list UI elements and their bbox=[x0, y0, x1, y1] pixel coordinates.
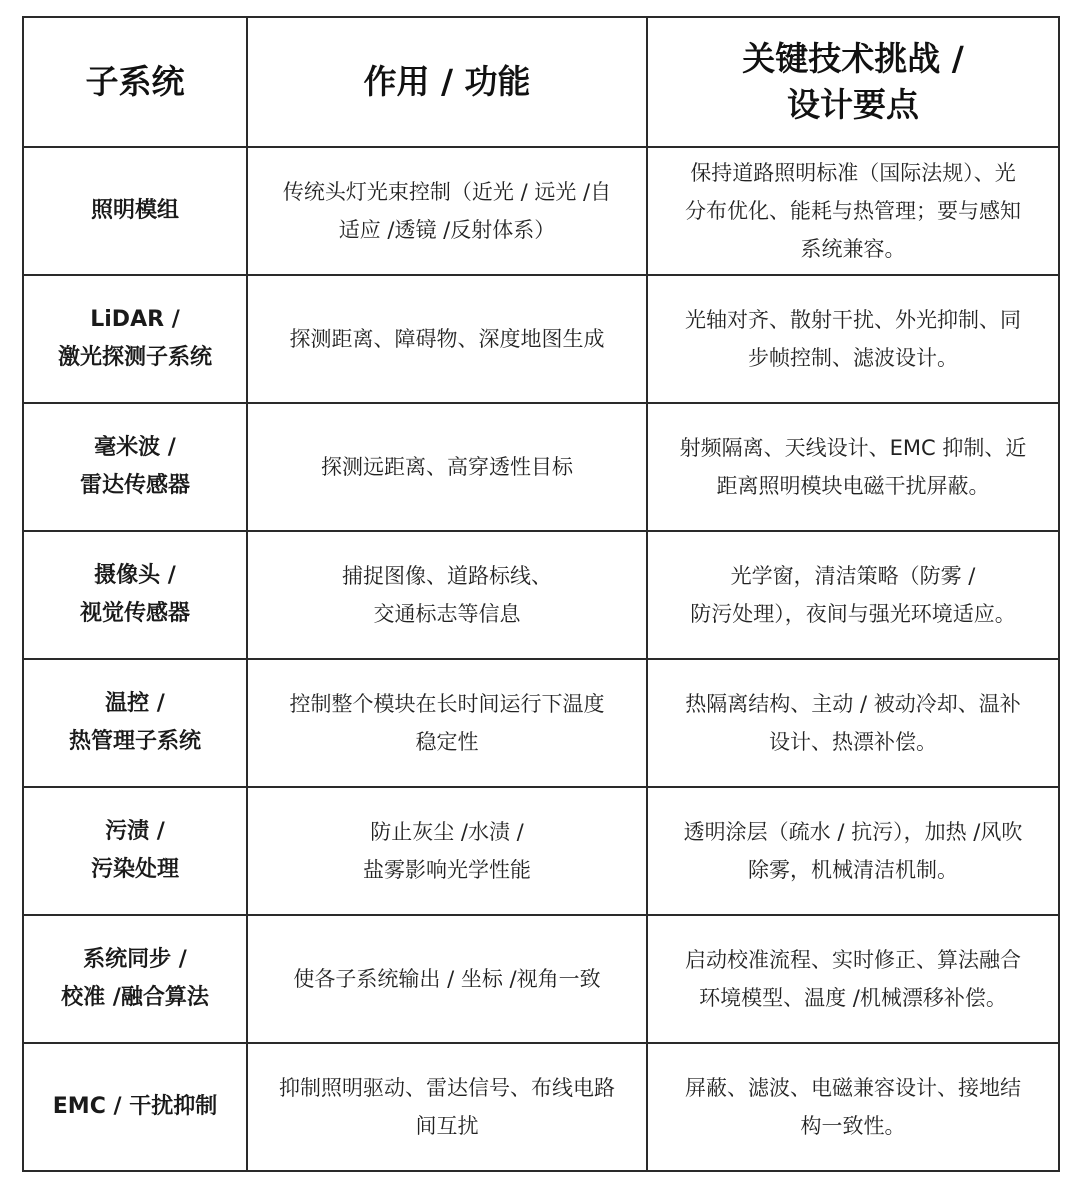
table-row bbox=[23, 531, 1059, 659]
table-row bbox=[23, 403, 1059, 531]
header-subsystem: 子系统 bbox=[23, 17, 247, 147]
function-cell bbox=[247, 275, 647, 403]
table-row bbox=[23, 659, 1059, 787]
cell-line: 适应 /透镜 /反射体系） bbox=[338, 218, 556, 242]
cell-line: 使各子系统输出 / 坐标 /视角一致 bbox=[293, 967, 601, 991]
function-cell bbox=[247, 915, 647, 1043]
cell-line: 污渍 / bbox=[105, 819, 165, 844]
cell-line: EMC / 干扰抑制 bbox=[52, 1094, 218, 1119]
cell-line: 保持道路照明标准（国际法规）、光 bbox=[690, 161, 1016, 185]
challenge-cell bbox=[647, 275, 1059, 403]
challenge-cell bbox=[647, 915, 1059, 1043]
cell-line: 校准 /融合算法 bbox=[61, 985, 209, 1010]
cell-line: 热管理子系统 bbox=[68, 729, 201, 754]
cell-line: 系统同步 / bbox=[83, 947, 187, 972]
cell-line: 启动校准流程、实时修正、算法融合 bbox=[685, 948, 1021, 972]
cell-line: 激光探测子系统 bbox=[57, 345, 212, 370]
table-row bbox=[23, 1043, 1059, 1171]
function-cell bbox=[247, 531, 647, 659]
cell-line: 间互扰 bbox=[415, 1114, 479, 1138]
challenge-cell bbox=[647, 147, 1059, 275]
function-cell bbox=[247, 659, 647, 787]
cell-line: 视觉传感器 bbox=[79, 601, 190, 626]
subsystem-cell bbox=[23, 531, 247, 659]
function-cell bbox=[247, 147, 647, 275]
table-body bbox=[23, 147, 1059, 1171]
cell-line: 透明涂层（疏水 / 抗污），加热 /风吹 bbox=[683, 820, 1023, 844]
challenge-cell bbox=[647, 1043, 1059, 1171]
subsystem-cell bbox=[23, 787, 247, 915]
table-row bbox=[23, 787, 1059, 915]
cell-line: 盐雾影响光学性能 bbox=[363, 858, 531, 882]
table-row bbox=[23, 147, 1059, 275]
cell-line: 捕捉图像、道路标线、 bbox=[342, 564, 552, 588]
subsystem-cell bbox=[23, 147, 247, 275]
cell-line: 交通标志等信息 bbox=[373, 602, 521, 626]
cell-line: 系统兼容。 bbox=[800, 237, 906, 261]
cell-line: 防污处理），夜间与强光环境适应。 bbox=[690, 602, 1016, 626]
challenge-cell bbox=[647, 531, 1059, 659]
header-challenge-line2: 设计要点 bbox=[787, 85, 919, 124]
cell-line: LiDAR / bbox=[90, 307, 180, 332]
cell-line: 照明模组 bbox=[90, 198, 179, 223]
cell-line: 探测远距离、高穿透性目标 bbox=[321, 455, 573, 479]
cell-line: 探测距离、障碍物、深度地图生成 bbox=[289, 327, 605, 351]
subsystem-cell bbox=[23, 659, 247, 787]
challenge-cell bbox=[647, 403, 1059, 531]
cell-line: 环境模型、温度 /机械漂移补偿。 bbox=[699, 986, 1007, 1010]
cell-line: 稳定性 bbox=[415, 730, 479, 754]
cell-line: 步帧控制、滤波设计。 bbox=[748, 346, 958, 370]
cell-line: 除雾，机械清洁机制。 bbox=[748, 858, 958, 882]
challenge-cell bbox=[647, 787, 1059, 915]
subsystem-cell bbox=[23, 275, 247, 403]
header-function: 作用 / 功能 bbox=[247, 17, 647, 147]
cell-line: 射频隔离、天线设计、EMC 抑制、近 bbox=[679, 436, 1027, 460]
cell-line: 热隔离结构、主动 / 被动冷却、温补 bbox=[685, 692, 1021, 716]
cell-line: 屏蔽、滤波、电磁兼容设计、接地结 bbox=[685, 1076, 1021, 1100]
cell-line: 温控 / bbox=[105, 691, 165, 716]
cell-line: 污染处理 bbox=[90, 857, 179, 882]
subsystem-cell bbox=[23, 1043, 247, 1171]
cell-line: 设计、热漂补偿。 bbox=[769, 730, 937, 754]
cell-line: 控制整个模块在长时间运行下温度 bbox=[289, 692, 605, 716]
cell-line: 雷达传感器 bbox=[79, 473, 190, 498]
subsystem-cell bbox=[23, 403, 247, 531]
subsystem-cell bbox=[23, 915, 247, 1043]
cell-line: 防止灰尘 /水渍 / bbox=[370, 820, 524, 844]
cell-line: 摄像头 / bbox=[94, 563, 176, 588]
header-challenge-line1: 关键技术挑战 / bbox=[742, 39, 964, 78]
cell-line: 毫米波 / bbox=[94, 435, 176, 460]
cell-line: 构一致性。 bbox=[800, 1114, 906, 1138]
cell-line: 传统头灯光束控制（近光 / 远光 /自 bbox=[282, 180, 612, 204]
cell-line: 抑制照明驱动、雷达信号、布线电路 bbox=[279, 1076, 615, 1100]
subsystem-table bbox=[22, 16, 1060, 1172]
cell-line: 距离照明模块电磁干扰屏蔽。 bbox=[716, 474, 990, 498]
cell-line: 分布优化、能耗与热管理；要与感知 bbox=[685, 199, 1021, 223]
challenge-cell bbox=[647, 659, 1059, 787]
cell-line: 光轴对齐、散射干扰、外光抑制、同 bbox=[685, 308, 1021, 332]
table-row bbox=[23, 915, 1059, 1043]
table-row bbox=[23, 275, 1059, 403]
function-cell bbox=[247, 787, 647, 915]
cell-line: 光学窗，清洁策略（防雾 / bbox=[730, 564, 976, 588]
header-row bbox=[23, 17, 1059, 147]
function-cell bbox=[247, 1043, 647, 1171]
header-challenge bbox=[647, 17, 1059, 147]
function-cell bbox=[247, 403, 647, 531]
